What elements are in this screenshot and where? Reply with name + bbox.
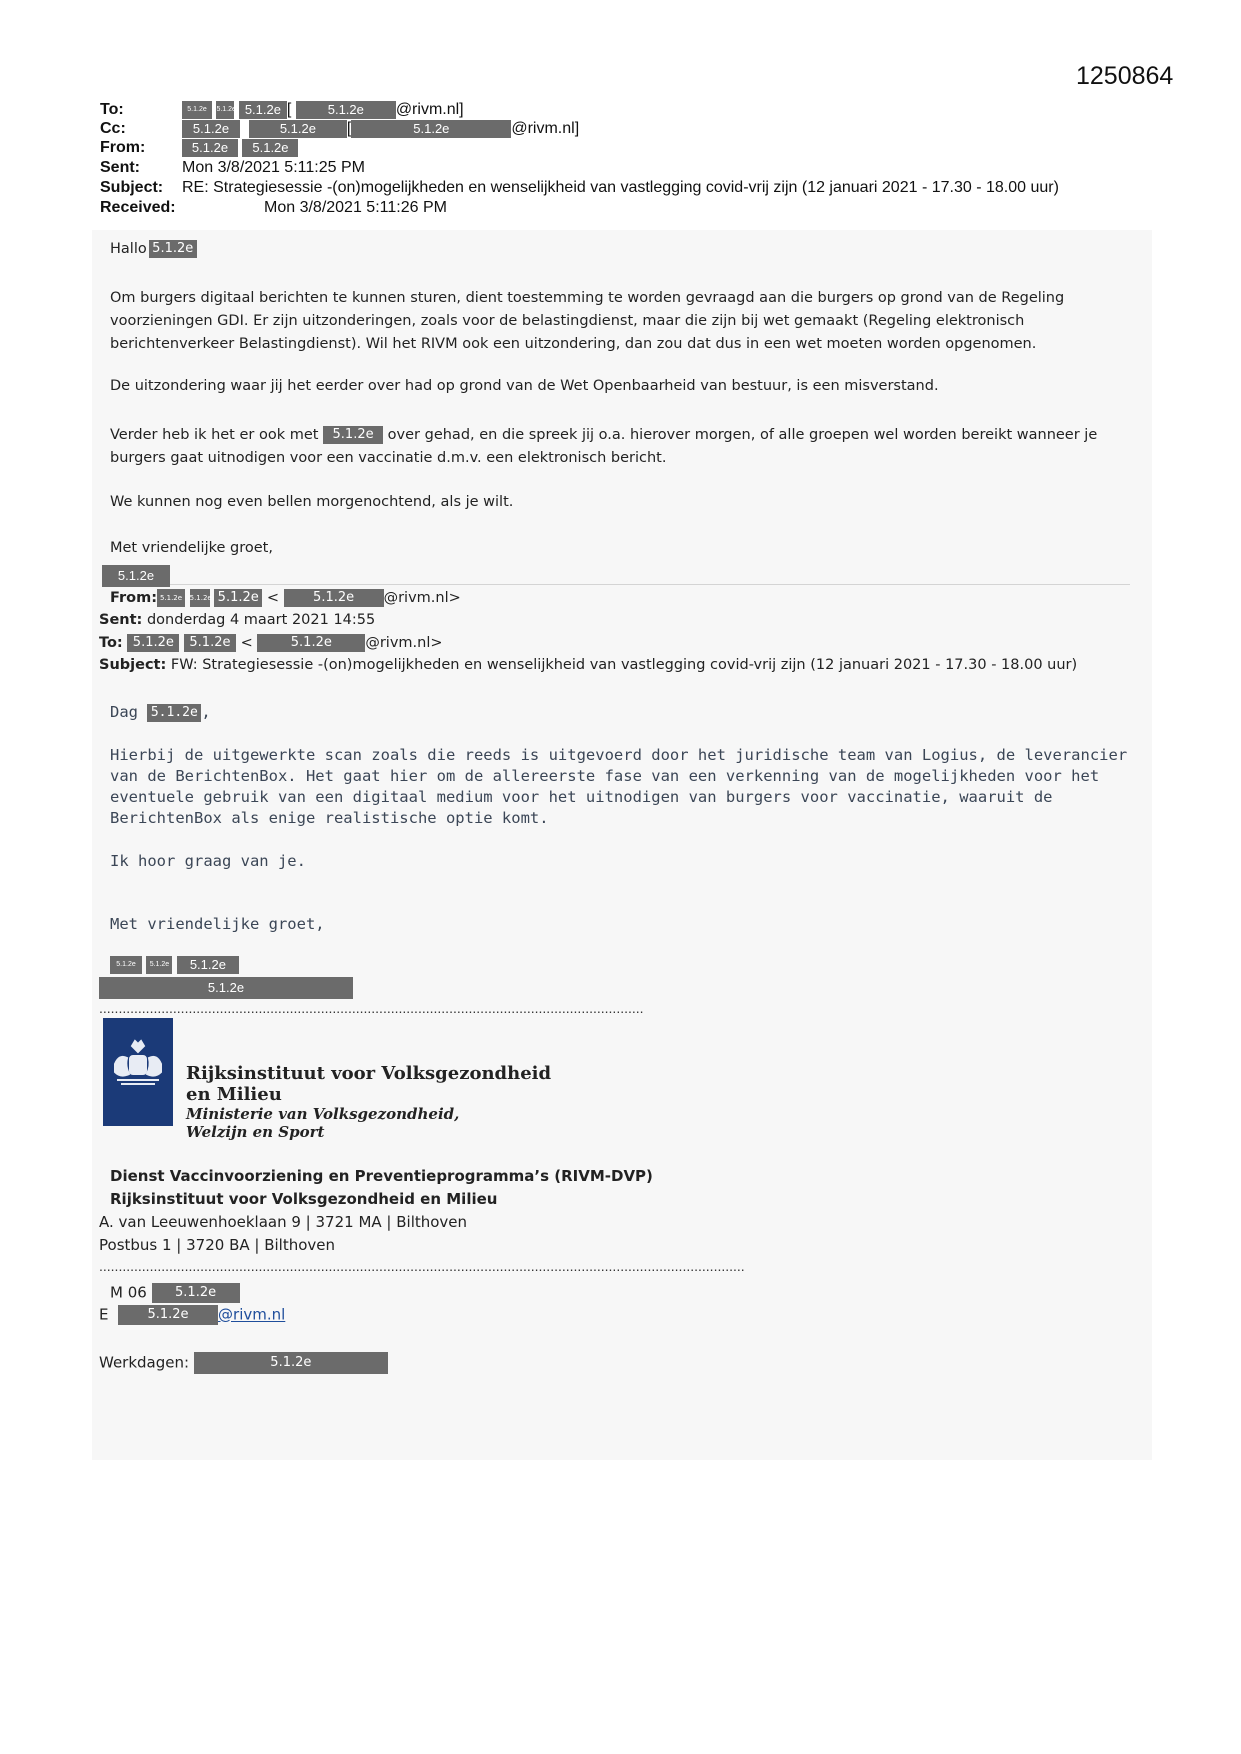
subject-label: Subject: [100, 179, 164, 196]
workdays-label: Werkdagen: [99, 1353, 190, 1372]
redaction: 5.1.2e [182, 139, 238, 157]
redaction: 5.1.2e [214, 589, 262, 607]
redaction: 5.1.2e [190, 589, 210, 607]
fw-greeting [110, 703, 211, 722]
header-subject-row [100, 178, 1059, 198]
header-from-row [100, 138, 298, 158]
redaction: 5.1.2e [284, 589, 384, 607]
reply-paragraph-2: De uitzondering waar jij het eerder over had op grond van de Wet Openbaarheid van bestuur, is een misverstand. [110, 378, 939, 394]
cc-label: Cc: [100, 120, 126, 137]
mobile-label: M 06 [110, 1283, 147, 1302]
redaction: 5.1.2e [184, 634, 236, 652]
cc-domain: @rivm.nl] [511, 120, 580, 137]
fw-closing: Met vriendelijke groet, [110, 915, 325, 933]
redaction: 5.1.2e [249, 120, 347, 138]
redaction: 5.1.2e [102, 565, 170, 587]
redaction: 5.1.2e [257, 634, 365, 652]
fw-paragraph-2: Ik hoor graag van je. [110, 852, 306, 870]
fw-from-domain: @rivm.nl> [383, 590, 461, 606]
redaction: 5.1.2e [110, 956, 142, 974]
signature-address: A. van Leeuwenhoeklaan 9 | 3721 MA | Bilthoven [99, 1213, 468, 1231]
signature-org: Rijksinstituut voor Volksgezondheid en Milieu [110, 1190, 498, 1208]
signature-mobile [110, 1283, 240, 1303]
fw-to-label: To: [99, 635, 123, 651]
reply-paragraph-1: Om burgers digitaal berichten te kunnen sturen, dient toestemming te worden gevraagd aan die burgers op grond van de Regeling voorzieningen GDI. Er zijn uitzonderingen, zoals voor de belastingdienst, maar die zijn bij wet gemaakt (Regeling elektronisch berichtenverkeer Belastingdienst). Wil het RIVM ook een uitzondering, dan zou dat dus in een wet moeten worden opgenomen. [110, 290, 1065, 352]
email-label: E [99, 1305, 109, 1324]
fw-signature-name [110, 956, 239, 974]
signature-workdays [99, 1352, 388, 1374]
logo-text [186, 1063, 551, 1141]
reply-greeting [110, 240, 197, 258]
sent-label: Sent: [100, 159, 140, 176]
header-cc-row: Cc: 5.1.2e 5.1.2e [ 5.1.2e @rivm.nl] [100, 120, 580, 137]
lt: < [240, 635, 253, 651]
lt: < [266, 590, 279, 606]
fw-from-row [110, 589, 461, 607]
redaction: 5.1.2e [351, 120, 511, 138]
redaction: 5.1.2e [216, 101, 234, 119]
received-value: Mon 3/8/2021 5:11:26 PM [264, 199, 447, 216]
signature-dept: Dienst Vaccinvoorziening en Preventieprogramma’s (RIVM-DVP) [110, 1167, 653, 1185]
redaction: 5.1.2e [152, 1283, 240, 1303]
logo-line-4: Welzijn en Sport [186, 1123, 325, 1141]
fw-to-domain: @rivm.nl> [365, 635, 443, 651]
logo-line-1: Rijksinstituut voor Volksgezondheid [186, 1063, 552, 1084]
fw-sent-label: Sent: [99, 612, 143, 628]
redaction: 5.1.2e [118, 1305, 218, 1325]
signature-email [99, 1305, 285, 1325]
logo-line-2: en Milieu [186, 1084, 282, 1105]
redaction: 5.1.2e [99, 977, 353, 999]
fw-to-row [99, 634, 443, 652]
p3-start: Verder heb ik het er ook met [110, 427, 319, 443]
fw-sent-row [99, 612, 375, 628]
redaction: 5.1.2e [242, 139, 298, 157]
received-label: Received: [100, 199, 176, 216]
sent-value: Mon 3/8/2021 5:11:25 PM [182, 159, 365, 176]
dotted-divider: ............................................................................................................................................ [99, 1000, 644, 1016]
redaction: 5.1.2e [146, 956, 172, 974]
header-received-row [100, 198, 447, 218]
to-label: To: [100, 101, 124, 118]
redaction: 5.1.2e [127, 634, 179, 652]
dotted-divider: ...................................................................................................................................................................... [99, 1258, 745, 1274]
rijksoverheid-logo-bar [103, 1018, 173, 1126]
reply-paragraph-4: We kunnen nog even bellen morgenochtend, als je wilt. [110, 494, 514, 510]
redaction: 5.1.2e [194, 1352, 388, 1374]
header-to-row: To: 5.1.2e 5.1.2e 5.1.2e [ 5.1.2e @rivm.nl] [100, 101, 464, 118]
redaction: 5.1.2e [239, 101, 287, 119]
email-link[interactable]: @rivm.nl [218, 1305, 286, 1324]
from-label: From: [100, 139, 146, 156]
redaction: 5.1.2e [323, 426, 383, 444]
fw-from-label: From: [110, 590, 157, 606]
fw-paragraph-1: Hierbij de uitgewerkte scan zoals die reeds is uitgevoerd door het juridische team van Logius, de leverancier van de BerichtenBox. Het gaat hier om de allereerste fase van een verkenning van de mogelijkheden voor het eventuele gebruik van een digitaal medium voor het uitnodigen van burgers voor vaccinatie, waaruit de BerichtenBox als enige realistische optie komt. [110, 746, 1128, 827]
coat-of-arms-icon [103, 1018, 173, 1126]
subject-value: RE: Strategiesessie -(on)mogelijkheden en wenselijkheid van vastlegging covid-vrij zijn (12 januari 2021 - 17.30 - 18.00 uur) [182, 179, 1059, 196]
to-domain: @rivm.nl] [395, 101, 464, 118]
document-id: 1250864 [1076, 62, 1174, 90]
redaction: 5.1.2e [177, 956, 239, 974]
header-sent-row [100, 158, 365, 178]
logo-line-3: Ministerie van Volksgezondheid, [186, 1105, 460, 1123]
redaction: 5.1.2e [182, 101, 212, 119]
fw-subject-label: Subject: [99, 657, 167, 673]
reply-paragraph-3 [110, 424, 1110, 470]
fw-sent-value: donderdag 4 maart 2021 14:55 [146, 612, 376, 628]
greeting-text: Hallo [110, 241, 147, 257]
reply-signature-name [102, 565, 170, 587]
fw-greeting-text: Dag [110, 703, 138, 721]
fw-subject-value: FW: Strategiesessie -(on)mogelijkheden en wenselijkheid van vastlegging covid-vrij zijn (12 januari 2021 - 17.30 - 18.00 uur) [170, 657, 1078, 673]
redaction: 5.1.2e [149, 240, 197, 258]
message-panel [92, 230, 1152, 1460]
redaction: 5.1.2e [147, 704, 201, 722]
fw-signature-role [99, 977, 353, 999]
p3-end: over gehad, en die spreek jij o.a. hierover morgen, of alle groepen wel worden bereikt wanneer je burgers gaat uitnodigen voor een vaccinatie d.m.v. een elektronisch bericht. [110, 427, 1098, 466]
reply-closing: Met vriendelijke groet, [110, 540, 273, 556]
comma: , [201, 703, 211, 721]
redaction: 5.1.2e [157, 589, 185, 607]
redaction: 5.1.2e [296, 101, 396, 119]
divider [170, 584, 1130, 585]
fw-subject-row [99, 657, 1077, 673]
redaction: 5.1.2e [182, 120, 240, 138]
signature-postbus: Postbus 1 | 3720 BA | Bilthoven [99, 1236, 336, 1254]
